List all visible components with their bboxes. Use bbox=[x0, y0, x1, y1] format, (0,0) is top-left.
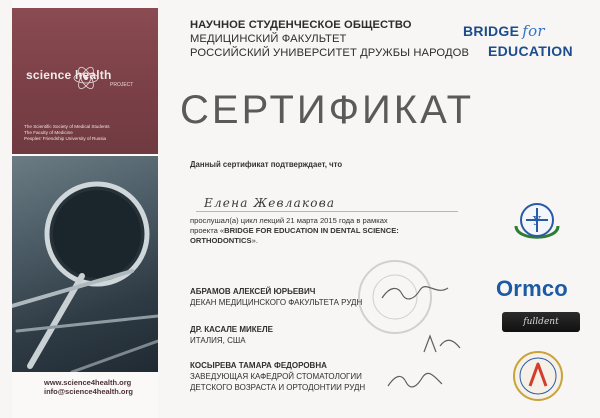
lecture-project-name: BRIDGE FOR EDUCATION IN DENTAL SCIENCE: ORTHODONTICS bbox=[190, 226, 399, 245]
contacts bbox=[44, 378, 133, 396]
signature-2 bbox=[420, 334, 464, 356]
bridge-word: BRIDGE bbox=[463, 23, 520, 39]
signatory-name: КОСЫРЕВА ТАМАРА ФЕДОРОВНА bbox=[190, 361, 327, 370]
signatory-role: ИТАЛИЯ, США bbox=[190, 336, 246, 345]
lecture-prefix: проекта « bbox=[190, 226, 225, 235]
lecture-line-2 bbox=[190, 226, 460, 246]
signatory-role: ДЕКАН МЕДИЦИНСКОГО ФАКУЛЬТЕТА РУДН bbox=[190, 298, 363, 307]
header-faculty: МЕДИЦИНСКИЙ ФАКУЛЬТЕТ bbox=[190, 33, 347, 45]
svg-text:У: У bbox=[532, 214, 542, 228]
lecture-suffix: ». bbox=[251, 236, 258, 245]
society-line: Peoples' Friendship University of Russia bbox=[24, 136, 107, 141]
signatory-3 bbox=[190, 360, 365, 393]
certificate-title: СЕРТИФИКАТ bbox=[180, 88, 475, 132]
society-line: The Scientific Society of Medical Students bbox=[24, 124, 110, 129]
ormco-logo: Ormco bbox=[496, 276, 568, 301]
header-university: РОССИЙСКИЙ УНИВЕРСИТЕТ ДРУЖБЫ НАРОДОВ bbox=[190, 47, 470, 59]
signatory-name: ДР. КАСАЛЕ МИКЕЛЕ bbox=[190, 325, 273, 334]
signatory-2 bbox=[190, 324, 273, 346]
header-society: НАУЧНОЕ СТУДЕНЧЕСКОЕ ОБЩЕСТВО bbox=[190, 19, 412, 31]
email-link[interactable]: info@science4health.org bbox=[44, 387, 134, 396]
signatory-name: АБРАМОВ АЛЕКСЕЙ ЮРЬЕВИЧ bbox=[190, 287, 316, 296]
science-health-logo bbox=[24, 60, 144, 98]
website-link[interactable]: www.science4health.org bbox=[44, 378, 132, 387]
education-word: EDUCATION bbox=[488, 43, 573, 59]
recipient-underline bbox=[196, 211, 458, 212]
dental-mirror-photo bbox=[12, 156, 158, 372]
signatory-role-line-2: ДЕТСКОГО ВОЗРАСТА И ОРТОДОНТИИ РУДН bbox=[190, 383, 366, 392]
logo-sub: PROJECT bbox=[110, 82, 134, 88]
logo-text: science health bbox=[26, 68, 112, 82]
signatory-role-line-1: ЗАВЕДУЮЩАЯ КАФЕДРОЙ СТОМАТОЛОГИИ bbox=[190, 372, 362, 381]
header-block bbox=[190, 18, 469, 60]
confirm-text: Данный сертификат подтверждает, что bbox=[190, 160, 343, 169]
for-word: for bbox=[522, 22, 545, 40]
signatory-1 bbox=[190, 286, 362, 308]
signature-1 bbox=[380, 284, 450, 302]
fulldent-logo: fulldent bbox=[502, 312, 580, 332]
society-line: The Faculty of Medicine bbox=[24, 130, 73, 135]
bridge-for-education-logo bbox=[463, 22, 573, 59]
recipient-name: Елена Жевлакова bbox=[204, 196, 336, 210]
university-emblem bbox=[510, 196, 564, 250]
lecture-line-1: прослушал(а) цикл лекций 21 марта 2015 года в рамках bbox=[190, 216, 388, 225]
signature-3 bbox=[386, 370, 444, 392]
dental-association-badge bbox=[512, 350, 564, 402]
lecture-text bbox=[190, 216, 460, 246]
society-lines bbox=[24, 124, 152, 142]
dental-mirror-illustration bbox=[12, 156, 158, 372]
